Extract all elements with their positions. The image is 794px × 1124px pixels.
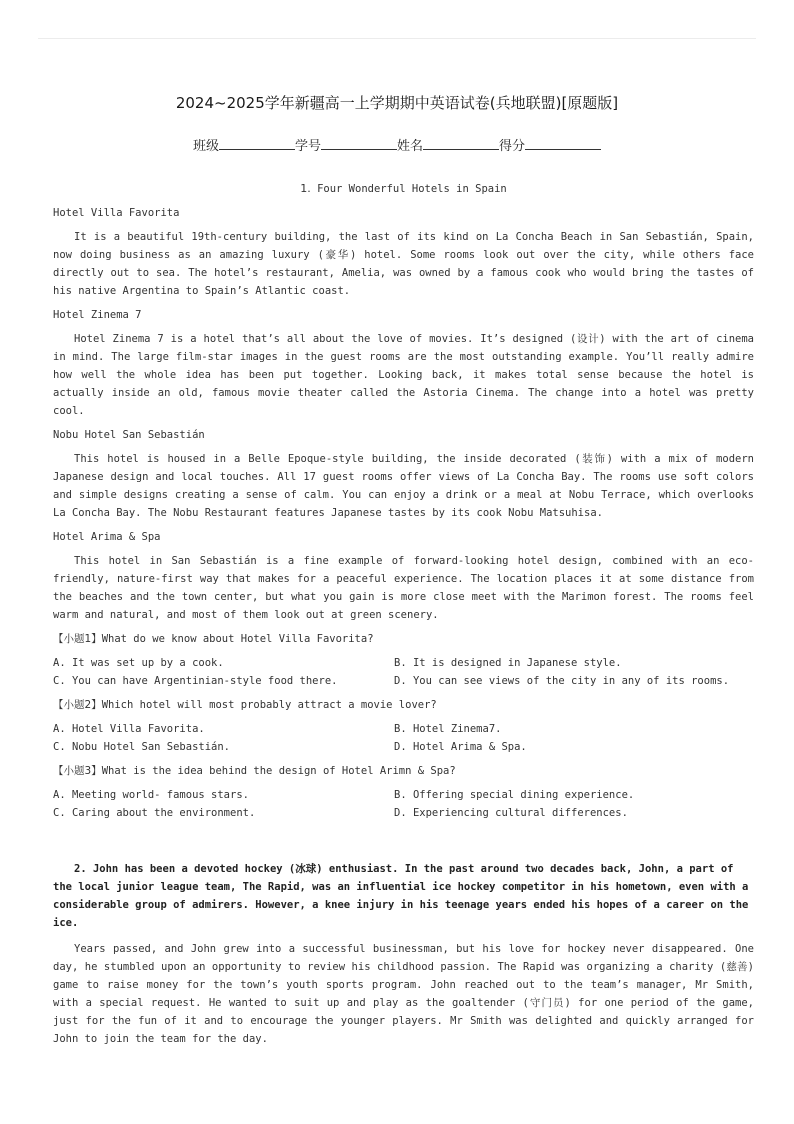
passage-title: Four Wonderful Hotels in Spain — [317, 183, 507, 195]
score-blank[interactable] — [525, 137, 601, 150]
question-1 — [53, 180, 754, 828]
hotel-name: Hotel Villa Favorita — [53, 207, 180, 219]
option-a[interactable]: A. Hotel Villa Favorita. — [53, 723, 205, 735]
option-c[interactable]: C. Nobu Hotel San Sebastián. — [53, 741, 231, 753]
subquestion-text: What is the idea behind the design of Hotel Arimn & Spa? — [101, 765, 456, 777]
question-2 — [53, 860, 754, 1048]
page-title: 2024~2025学年新疆高一上学期期中英语试卷(兵地联盟)[原题版] — [175, 94, 619, 112]
option-b[interactable]: B. Offering special dining experience. — [394, 789, 635, 801]
class-blank[interactable] — [219, 137, 295, 150]
option-d[interactable]: D. Hotel Arima & Spa. — [394, 741, 527, 753]
subquestion-2 — [53, 696, 754, 714]
hotel-name: Hotel Zinema 7 — [53, 309, 142, 321]
question-2-lead: 2. John has been a devoted hockey (冰球) enthusiast. In the past around two decades back, John, a part of the local junior league team, The Rapid, was an influential ice hockey competitor in his hometown, even with a considerable group of admirers. However, a knee injury in his teenage years ended his hopes of a career on the ice. — [53, 863, 749, 929]
subquestion-tag: 【小题1】 — [53, 633, 102, 645]
hotel-description: This hotel is housed in a Belle Epoque-style building, the inside decorated (装饰) with a mix of modern Japanese design and local touches. All 17 guest rooms offer views of La Concha Bay. The rooms use soft colors and simple designs creating a sense of calm. You can enjoy a drink or a meal at Nobu Terrace, which overlooks La Concha Bay. The Nobu Restaurant features Japanese tastes by its cook Nobu Matsuhisa. — [53, 453, 754, 519]
hotel-description: This hotel in San Sebastián is a fine example of forward-looking hotel design, combined with an eco-friendly, nature-first way that makes for a peaceful experience. The location places it at some distance from the beaches and the town center, but what you gain is more close meet with the Marimon forest. The rooms feel warm and natural, and most of them look out at green scenery. — [53, 555, 754, 621]
student-number-label: 学号 — [294, 139, 321, 154]
name-label: 姓名 — [397, 139, 424, 154]
subquestion-tag: 【小题3】 — [53, 765, 102, 777]
score-label: 得分 — [499, 139, 526, 154]
class-label: 班级 — [192, 139, 219, 154]
hotel-description: Hotel Zinema 7 is a hotel that’s all about the love of movies. It’s designed (设计) with the art of cinema in mind. The large film-star images in the guest rooms are the most outstanding example. You’ll really admire how well the whole idea has been put together. Looking back, it makes total sense because the hotel is actually inside an old, famous movie theater called the Astoria Cinema. The change into a hotel was pretty cool. — [53, 333, 754, 417]
subquestion-3 — [53, 762, 754, 780]
subquestion-text: What do we know about Hotel Villa Favorita? — [101, 633, 374, 645]
subquestion-2-options — [53, 720, 754, 756]
subquestion-3-options — [53, 786, 754, 822]
question-2-paragraph: Years passed, and John grew into a successful businessman, but his love for hockey never disappeared. One day, he stumbled upon an opportunity to review his childhood passion. The Rapid was organizing a charity (慈善) game to raise money for the town’s youth sports program. John reached out to the team’s manager, Mr Smith, with a special request. He wanted to suit up and play as the goaltender (守门员) for one period of the game, just for the fun of it and to encourage the younger players. Mr Smith was delighted and quickly arranged for John to join the team for the day. — [53, 943, 754, 1045]
top-divider — [38, 38, 756, 39]
option-d[interactable]: D. You can see views of the city in any of its rooms. — [394, 675, 730, 687]
subquestion-1 — [53, 630, 754, 648]
question-number: 1. — [300, 182, 311, 195]
name-blank[interactable] — [423, 137, 499, 150]
hotel-name: Hotel Arima & Spa — [53, 531, 161, 543]
option-b[interactable]: B. It is designed in Japanese style. — [394, 657, 622, 669]
option-c[interactable]: C. You can have Argentinian-style food there. — [53, 675, 338, 687]
student-info-line — [0, 135, 794, 154]
hotel-description: It is a beautiful 19th-century building, the last of its kind on La Concha Beach in San Sebastián, Spain, now doing business as an amazing luxury (豪华) hotel. Some rooms look out over the city, while others face directly out to sea. The hotel’s restaurant, Amelia, was owned by a famous cook who would bring the tastes of his native Argentina to Spain’s Atlantic coast. — [53, 231, 754, 297]
subquestion-1-options — [53, 654, 754, 690]
option-b[interactable]: B. Hotel Zinema7. — [394, 723, 502, 735]
option-d[interactable]: D. Experiencing cultural differences. — [394, 807, 628, 819]
student-number-blank[interactable] — [321, 137, 397, 150]
option-c[interactable]: C. Caring about the environment. — [53, 807, 256, 819]
subquestion-text: Which hotel will most probably attract a movie lover? — [101, 699, 437, 711]
subquestion-tag: 【小题2】 — [53, 699, 102, 711]
option-a[interactable]: A. It was set up by a cook. — [53, 657, 224, 669]
question-1-heading — [53, 180, 754, 198]
option-a[interactable]: A. Meeting world- famous stars. — [53, 789, 249, 801]
hotel-name: Nobu Hotel San Sebastián — [53, 429, 205, 441]
